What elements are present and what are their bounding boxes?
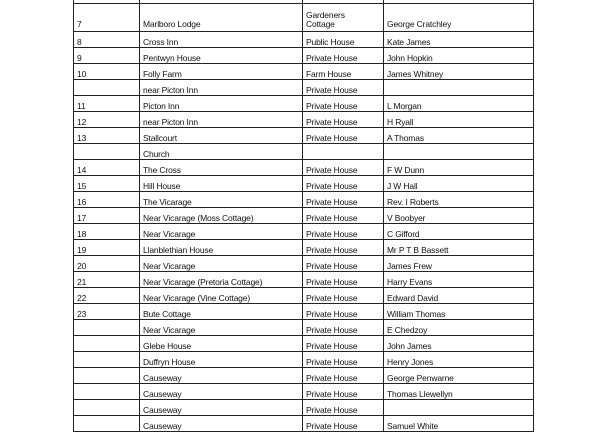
dwelling-type-cell <box>303 208 384 224</box>
occupant-name-cell: Rev. I Roberts <box>384 192 534 208</box>
dwelling-type-line: Private House <box>306 357 358 367</box>
dwelling-type-cell <box>303 400 384 416</box>
address-cell: Near Vicarage <box>140 224 303 240</box>
dwelling-type-line: Private House <box>306 261 358 271</box>
table-row <box>74 128 534 144</box>
dwelling-type-cell <box>303 240 384 256</box>
address-cell: Stallcourt <box>140 128 303 144</box>
table-row <box>74 384 534 400</box>
dwelling-type-line: Private House <box>306 309 358 319</box>
address-cell: Bute Cottage <box>140 304 303 320</box>
table-row <box>74 48 534 64</box>
dwelling-type-line: Private House <box>306 181 358 191</box>
dwelling-type-line: Private House <box>306 117 358 127</box>
entry-number-cell: 22 <box>74 288 140 304</box>
dwelling-type-cell <box>303 64 384 80</box>
dwelling-type-cell <box>303 192 384 208</box>
dwelling-type-cell <box>303 80 384 96</box>
entry-number-cell: 18 <box>74 224 140 240</box>
address-cell: Pentwyn House <box>140 48 303 64</box>
occupant-name-cell: William Thomas <box>384 304 534 320</box>
dwelling-type-line: Private House <box>306 277 358 287</box>
occupant-name-cell: L Morgan <box>384 96 534 112</box>
dwelling-type-line: Private House <box>306 133 358 143</box>
entry-number-cell <box>74 336 140 352</box>
dwelling-type-cell <box>303 176 384 192</box>
entry-number-cell: 16 <box>74 192 140 208</box>
dwelling-type-cell <box>303 384 384 400</box>
dwelling-type-line: Private House <box>306 325 358 335</box>
entry-number-cell: 11 <box>74 96 140 112</box>
table-row <box>74 320 534 336</box>
address-cell: Picton Inn <box>140 96 303 112</box>
address-cell: Llanblethian House <box>140 240 303 256</box>
dwelling-type-cell <box>303 320 384 336</box>
dwelling-type-cell <box>303 416 384 432</box>
entry-number-cell: 12 <box>74 112 140 128</box>
occupant-name-cell: Harry Evans <box>384 272 534 288</box>
table-row <box>74 288 534 304</box>
dwelling-type-cell <box>303 368 384 384</box>
occupant-name-cell <box>384 144 534 160</box>
residents-table-body <box>74 0 534 432</box>
table-row <box>74 352 534 368</box>
entry-number-cell: 17 <box>74 208 140 224</box>
table-row <box>74 32 534 48</box>
occupant-name-cell: A Thomas <box>384 128 534 144</box>
dwelling-type-line: Private House <box>306 197 358 207</box>
dwelling-type-line: Gardeners <box>306 10 345 20</box>
entry-number-cell: 8 <box>74 32 140 48</box>
table-row <box>74 272 534 288</box>
dwelling-type-line: Private House <box>306 405 358 415</box>
dwelling-type-line: Private House <box>306 213 358 223</box>
table-row <box>74 336 534 352</box>
dwelling-type-cell <box>303 224 384 240</box>
occupant-name-cell: F W Dunn <box>384 160 534 176</box>
table-row <box>74 256 534 272</box>
dwelling-type-cell <box>303 352 384 368</box>
dwelling-type-cell <box>303 144 384 160</box>
entry-number-cell: 9 <box>74 48 140 64</box>
address-cell: near Picton Inn <box>140 112 303 128</box>
occupant-name-cell: George Cratchley <box>384 4 534 32</box>
table-row <box>74 64 534 80</box>
dwelling-type-line: Private House <box>306 85 358 95</box>
dwelling-type-line: Private House <box>306 229 358 239</box>
dwelling-type-line: Private House <box>306 421 358 431</box>
table-row <box>74 112 534 128</box>
residents-table <box>73 0 534 432</box>
address-cell: Causeway <box>140 384 303 400</box>
dwelling-type-cell <box>303 48 384 64</box>
dwelling-type-line: Cottage <box>306 19 335 29</box>
address-cell: Near Vicarage (Moss Cottage) <box>140 208 303 224</box>
dwelling-type-cell <box>303 304 384 320</box>
occupant-name-cell: Thomas Llewellyn <box>384 384 534 400</box>
entry-number-cell: 19 <box>74 240 140 256</box>
address-cell: Near Vicarage <box>140 256 303 272</box>
dwelling-type-line: Private House <box>306 293 358 303</box>
dwelling-type-line: Private House <box>306 341 358 351</box>
occupant-name-cell: Edward David <box>384 288 534 304</box>
entry-number-cell <box>74 80 140 96</box>
dwelling-type-cell <box>303 336 384 352</box>
entry-number-cell: 23 <box>74 304 140 320</box>
entry-number-cell <box>74 320 140 336</box>
address-cell: The Vicarage <box>140 192 303 208</box>
entry-number-cell: 7 <box>74 4 140 32</box>
table-row <box>74 304 534 320</box>
entry-number-cell <box>74 368 140 384</box>
occupant-name-cell: H Ryall <box>384 112 534 128</box>
dwelling-type-line: Farm House <box>306 69 352 79</box>
dwelling-type-line: Private House <box>306 165 358 175</box>
dwelling-type-cell <box>303 288 384 304</box>
table-row <box>74 224 534 240</box>
address-cell: Near Vicarage (Pretoria Cottage) <box>140 272 303 288</box>
address-cell: Near Vicarage <box>140 320 303 336</box>
table-row <box>74 416 534 432</box>
occupant-name-cell: Henry Jones <box>384 352 534 368</box>
occupant-name-cell: J W Hall <box>384 176 534 192</box>
dwelling-type-cell <box>303 4 384 32</box>
dwelling-type-line: Private House <box>306 101 358 111</box>
entry-number-cell <box>74 144 140 160</box>
occupant-name-cell: Kate James <box>384 32 534 48</box>
entry-number-cell: 20 <box>74 256 140 272</box>
address-cell: Church <box>140 144 303 160</box>
address-cell: Glebe House <box>140 336 303 352</box>
table-row <box>74 144 534 160</box>
address-cell: Causeway <box>140 416 303 432</box>
table-row <box>74 400 534 416</box>
occupant-name-cell: Mr P T B Bassett <box>384 240 534 256</box>
occupant-name-cell <box>384 80 534 96</box>
address-cell: The Cross <box>140 160 303 176</box>
address-cell: Cross Inn <box>140 32 303 48</box>
occupant-name-cell: C Gifford <box>384 224 534 240</box>
entry-number-cell <box>74 400 140 416</box>
address-cell: near Picton Inn <box>140 80 303 96</box>
table-row <box>74 96 534 112</box>
address-cell: Folly Farm <box>140 64 303 80</box>
dwelling-type-line: Private House <box>306 389 358 399</box>
dwelling-type-line: Private House <box>306 373 358 383</box>
entry-number-cell: 15 <box>74 176 140 192</box>
table-row <box>74 176 534 192</box>
occupant-name-cell: James Frew <box>384 256 534 272</box>
dwelling-type-cell <box>303 272 384 288</box>
address-cell: Marlboro Lodge <box>140 4 303 32</box>
table-row <box>74 240 534 256</box>
entry-number-cell: 10 <box>74 64 140 80</box>
entry-number-cell <box>74 384 140 400</box>
dwelling-type-cell <box>303 112 384 128</box>
occupant-name-cell: John James <box>384 336 534 352</box>
entry-number-cell: 21 <box>74 272 140 288</box>
address-cell: Causeway <box>140 400 303 416</box>
dwelling-type-cell <box>303 160 384 176</box>
entry-number-cell: 13 <box>74 128 140 144</box>
address-cell: Duffryn House <box>140 352 303 368</box>
table-row <box>74 80 534 96</box>
address-cell: Hill House <box>140 176 303 192</box>
occupant-name-cell: James Whitney <box>384 64 534 80</box>
occupant-name-cell: George Penwarne <box>384 368 534 384</box>
entry-number-cell <box>74 416 140 432</box>
table-row <box>74 4 534 32</box>
table-row <box>74 368 534 384</box>
dwelling-type-cell <box>303 32 384 48</box>
address-cell: Near Vicarage (Vine Cottage) <box>140 288 303 304</box>
dwelling-type-cell <box>303 256 384 272</box>
occupant-name-cell: John Hopkin <box>384 48 534 64</box>
dwelling-type-cell <box>303 128 384 144</box>
dwelling-type-line: Private House <box>306 53 358 63</box>
table-row <box>74 192 534 208</box>
address-cell: Causeway <box>140 368 303 384</box>
occupant-name-cell: Samuel White <box>384 416 534 432</box>
dwelling-type-line: Public House <box>306 37 355 47</box>
table-row <box>74 208 534 224</box>
entry-number-cell: 14 <box>74 160 140 176</box>
dwelling-type-cell <box>303 96 384 112</box>
occupant-name-cell: V Boobyer <box>384 208 534 224</box>
occupant-name-cell <box>384 400 534 416</box>
dwelling-type-line: Private House <box>306 245 358 255</box>
table-row <box>74 160 534 176</box>
entry-number-cell <box>74 352 140 368</box>
occupant-name-cell: E Chedzoy <box>384 320 534 336</box>
